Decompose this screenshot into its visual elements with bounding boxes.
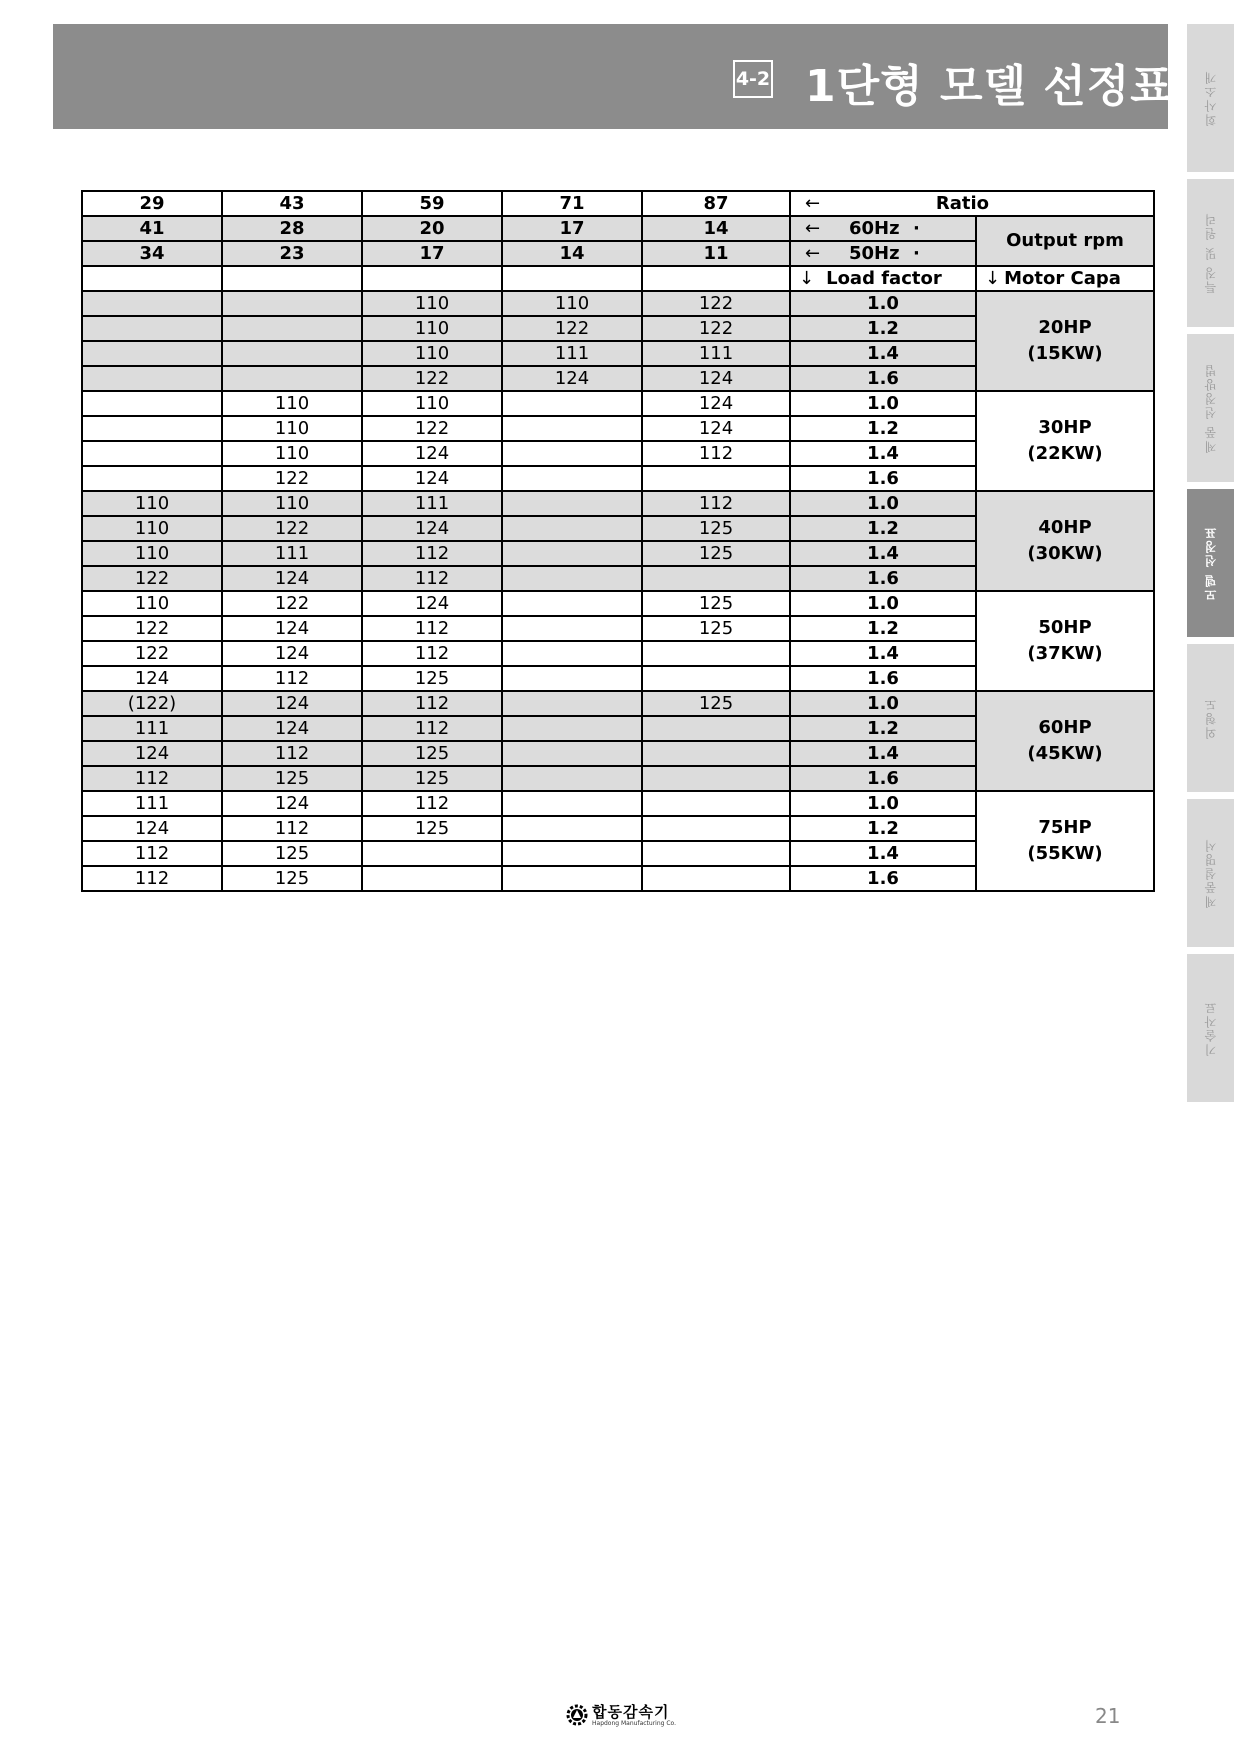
rpm-value: 17 xyxy=(502,216,642,241)
model-cell: 111 xyxy=(222,541,362,566)
model-cell: 112 xyxy=(82,766,222,791)
rpm-value: 41 xyxy=(82,216,222,241)
model-cell xyxy=(82,316,222,341)
model-cell: 125 xyxy=(222,841,362,866)
rpm-value: 17 xyxy=(362,241,502,266)
model-cell xyxy=(642,841,790,866)
model-cell xyxy=(502,591,642,616)
model-cell: 112 xyxy=(82,841,222,866)
model-cell: 124 xyxy=(222,791,362,816)
load-factor-cell: 1.4 xyxy=(790,341,976,366)
model-cell: 110 xyxy=(82,541,222,566)
model-cell: 124 xyxy=(362,591,502,616)
model-cell: 125 xyxy=(642,591,790,616)
load-factor-cell: 1.6 xyxy=(790,366,976,391)
model-cell: 112 xyxy=(362,791,502,816)
load-factor-cell: 1.6 xyxy=(790,566,976,591)
motor-kw: (22KW) xyxy=(1027,443,1103,464)
model-cell xyxy=(642,791,790,816)
model-cell xyxy=(502,716,642,741)
model-cell xyxy=(502,641,642,666)
model-cell: 110 xyxy=(222,441,362,466)
model-cell xyxy=(502,416,642,441)
model-cell: 110 xyxy=(362,341,502,366)
model-cell: 124 xyxy=(222,691,362,716)
model-cell xyxy=(82,441,222,466)
model-cell xyxy=(642,866,790,891)
model-cell: 110 xyxy=(82,591,222,616)
motor-kw: (37KW) xyxy=(1027,643,1103,664)
motor-hp: 75HP xyxy=(1038,817,1092,838)
load-factor-cell: 1.2 xyxy=(790,316,976,341)
side-tab-technical-data[interactable] xyxy=(1187,954,1234,1102)
motor-capa-cell xyxy=(976,591,1154,691)
load-factor-cell: 1.0 xyxy=(790,591,976,616)
ratio-row xyxy=(82,191,1154,216)
load-factor-cell: 1.6 xyxy=(790,666,976,691)
model-cell xyxy=(502,541,642,566)
model-cell: 125 xyxy=(642,691,790,716)
rpm-value: 34 xyxy=(82,241,222,266)
load-factor-cell: 1.2 xyxy=(790,616,976,641)
model-cell: 111 xyxy=(82,791,222,816)
output-rpm-label: Output rpm xyxy=(976,216,1154,266)
model-cell: 110 xyxy=(222,391,362,416)
model-cell xyxy=(222,341,362,366)
empty-cell xyxy=(82,266,222,291)
model-cell: 111 xyxy=(502,341,642,366)
model-cell xyxy=(502,816,642,841)
model-cell xyxy=(222,291,362,316)
motor-kw: (55KW) xyxy=(1027,843,1103,864)
model-cell: 125 xyxy=(362,666,502,691)
model-cell: 112 xyxy=(362,691,502,716)
model-cell: 124 xyxy=(642,366,790,391)
table-row xyxy=(82,491,1154,516)
load-factor-header xyxy=(790,266,976,291)
table-row xyxy=(82,591,1154,616)
model-cell: 110 xyxy=(222,491,362,516)
model-cell xyxy=(502,516,642,541)
model-cell xyxy=(642,741,790,766)
page-title: 1단형 모델 선정표 xyxy=(805,61,1174,112)
model-cell: 124 xyxy=(642,391,790,416)
rpm-value: 14 xyxy=(642,216,790,241)
model-cell: 122 xyxy=(362,416,502,441)
side-tab-model-selection[interactable] xyxy=(1187,489,1234,637)
motor-capa-header xyxy=(976,266,1154,291)
model-cell: 122 xyxy=(642,316,790,341)
model-cell: 111 xyxy=(642,341,790,366)
model-cell xyxy=(362,866,502,891)
load-factor-cell: 1.2 xyxy=(790,816,976,841)
arrow-left-icon: ← xyxy=(805,217,821,239)
load-factor-cell: 1.2 xyxy=(790,516,976,541)
ratio-label: Ratio xyxy=(935,192,989,214)
model-cell: 125 xyxy=(642,516,790,541)
model-cell xyxy=(502,466,642,491)
model-cell xyxy=(502,491,642,516)
model-cell: 112 xyxy=(362,541,502,566)
side-tab-label: 제품 선정방법 xyxy=(1204,363,1218,453)
model-cell: 124 xyxy=(222,616,362,641)
model-cell: 112 xyxy=(82,866,222,891)
model-cell: 124 xyxy=(222,716,362,741)
load-factor-cell: 1.0 xyxy=(790,691,976,716)
model-cell xyxy=(502,741,642,766)
model-cell: 110 xyxy=(222,416,362,441)
model-cell xyxy=(642,466,790,491)
model-cell: 125 xyxy=(362,816,502,841)
model-cell xyxy=(642,766,790,791)
model-cell: 111 xyxy=(82,716,222,741)
model-cell xyxy=(502,791,642,816)
model-cell: 110 xyxy=(362,316,502,341)
rpm-value: 28 xyxy=(222,216,362,241)
model-cell: 124 xyxy=(82,666,222,691)
hz60-label-cell xyxy=(790,216,976,241)
model-cell: 110 xyxy=(82,516,222,541)
model-cell: 124 xyxy=(502,366,642,391)
motor-capa-cell xyxy=(976,391,1154,491)
model-cell: 125 xyxy=(222,766,362,791)
load-factor-cell: 1.2 xyxy=(790,416,976,441)
model-cell: 122 xyxy=(82,566,222,591)
model-cell: 111 xyxy=(362,491,502,516)
side-tab-selection-method[interactable] xyxy=(1187,334,1234,482)
side-tab-manual[interactable] xyxy=(1187,799,1234,947)
column-header-row xyxy=(82,266,1154,291)
model-cell xyxy=(222,316,362,341)
side-tab-features[interactable] xyxy=(1187,179,1234,327)
side-tab-label: 제품설명서 xyxy=(1204,838,1218,908)
ratio-value: 87 xyxy=(642,191,790,216)
ratio-value: 59 xyxy=(362,191,502,216)
load-factor-label: Load factor xyxy=(826,267,942,289)
model-cell: 112 xyxy=(362,566,502,591)
page-header xyxy=(53,24,1174,129)
model-cell xyxy=(502,666,642,691)
model-cell: 122 xyxy=(362,366,502,391)
model-cell: 110 xyxy=(82,491,222,516)
model-cell: 124 xyxy=(82,816,222,841)
model-cell: 122 xyxy=(82,641,222,666)
model-cell: 125 xyxy=(642,616,790,641)
model-cell xyxy=(642,641,790,666)
load-factor-cell: 1.0 xyxy=(790,491,976,516)
side-tab-label: 회사소개 xyxy=(1204,70,1218,126)
model-cell: 124 xyxy=(642,416,790,441)
model-cell: 122 xyxy=(222,466,362,491)
logo-english-text: Hapdong Manufacturing Co. xyxy=(592,1719,677,1727)
table-row xyxy=(82,291,1154,316)
model-cell xyxy=(82,291,222,316)
arrow-left-icon: ← xyxy=(805,242,821,264)
load-factor-cell: 1.6 xyxy=(790,866,976,891)
side-tab-label: 외형도 xyxy=(1204,697,1218,739)
model-cell xyxy=(502,441,642,466)
model-cell: 112 xyxy=(362,641,502,666)
model-cell: 124 xyxy=(362,516,502,541)
model-cell: 110 xyxy=(362,391,502,416)
load-factor-cell: 1.4 xyxy=(790,541,976,566)
model-cell: 125 xyxy=(362,741,502,766)
model-cell: 125 xyxy=(642,541,790,566)
model-cell: 122 xyxy=(222,591,362,616)
model-cell: 125 xyxy=(222,866,362,891)
load-factor-cell: 1.0 xyxy=(790,391,976,416)
model-cell xyxy=(502,566,642,591)
dot-mark: · xyxy=(913,242,920,264)
load-factor-cell: 1.2 xyxy=(790,716,976,741)
empty-cell xyxy=(502,266,642,291)
model-cell: 110 xyxy=(502,291,642,316)
motor-capa-cell xyxy=(976,291,1154,391)
model-cell: 112 xyxy=(642,441,790,466)
side-tab-company[interactable] xyxy=(1187,24,1234,172)
empty-cell xyxy=(642,266,790,291)
model-cell: 124 xyxy=(362,466,502,491)
arrow-down-icon: ↓ xyxy=(799,267,815,289)
rpm-60hz-row xyxy=(82,216,1154,241)
motor-hp: 20HP xyxy=(1038,317,1092,338)
ratio-label-cell xyxy=(790,191,1154,216)
arrow-left-icon: ← xyxy=(805,192,821,214)
model-cell xyxy=(502,841,642,866)
logo-korean-text: 합동감속기 xyxy=(592,1702,670,1721)
model-cell: 112 xyxy=(222,816,362,841)
side-tab-dimensions[interactable] xyxy=(1187,644,1234,792)
hz50-label: 50Hz xyxy=(849,242,900,264)
model-cell: 112 xyxy=(362,716,502,741)
model-cell: 124 xyxy=(82,741,222,766)
model-cell: 125 xyxy=(362,766,502,791)
hz50-label-cell xyxy=(790,241,976,266)
model-cell xyxy=(642,816,790,841)
model-cell: 112 xyxy=(642,491,790,516)
motor-kw: (15KW) xyxy=(1027,343,1103,364)
model-cell xyxy=(82,391,222,416)
model-cell: 124 xyxy=(222,641,362,666)
rpm-value: 20 xyxy=(362,216,502,241)
dot-mark: · xyxy=(913,217,920,239)
model-cell: 112 xyxy=(362,616,502,641)
load-factor-cell: 1.4 xyxy=(790,441,976,466)
load-factor-cell: 1.4 xyxy=(790,841,976,866)
side-tab-label: 모델 선정표 xyxy=(1204,524,1218,602)
model-cell: 110 xyxy=(362,291,502,316)
model-cell: 124 xyxy=(222,566,362,591)
side-tab-label: 기술자료 xyxy=(1204,1000,1218,1056)
model-cell xyxy=(82,341,222,366)
empty-cell xyxy=(222,266,362,291)
empty-cell xyxy=(362,266,502,291)
model-cell: 124 xyxy=(362,441,502,466)
side-tab-label: 특징 및 원리 xyxy=(1204,212,1218,294)
ratio-value: 43 xyxy=(222,191,362,216)
section-number-badge: 4-2 xyxy=(733,60,773,98)
model-cell xyxy=(502,616,642,641)
model-cell xyxy=(642,716,790,741)
model-cell xyxy=(222,366,362,391)
load-factor-cell: 1.0 xyxy=(790,291,976,316)
gear-logo-icon xyxy=(565,1703,589,1727)
rpm-value: 23 xyxy=(222,241,362,266)
load-factor-cell: 1.6 xyxy=(790,766,976,791)
model-cell xyxy=(502,766,642,791)
model-cell: 122 xyxy=(642,291,790,316)
model-cell: 112 xyxy=(222,741,362,766)
motor-hp: 50HP xyxy=(1038,617,1092,638)
model-cell xyxy=(502,391,642,416)
motor-capa-cell xyxy=(976,491,1154,591)
model-cell: 122 xyxy=(502,316,642,341)
rpm-value: 11 xyxy=(642,241,790,266)
model-cell xyxy=(82,366,222,391)
model-cell xyxy=(502,691,642,716)
model-cell xyxy=(502,866,642,891)
motor-capa-cell xyxy=(976,791,1154,891)
model-cell: 112 xyxy=(222,666,362,691)
model-cell: 122 xyxy=(222,516,362,541)
load-factor-cell: 1.4 xyxy=(790,741,976,766)
table-row xyxy=(82,691,1154,716)
motor-hp: 30HP xyxy=(1038,417,1092,438)
rpm-value: 14 xyxy=(502,241,642,266)
ratio-value: 71 xyxy=(502,191,642,216)
model-cell xyxy=(82,416,222,441)
load-factor-cell: 1.4 xyxy=(790,641,976,666)
model-cell xyxy=(362,841,502,866)
model-cell: 122 xyxy=(82,616,222,641)
load-factor-cell: 1.6 xyxy=(790,466,976,491)
model-cell: (122) xyxy=(82,691,222,716)
motor-hp: 60HP xyxy=(1038,717,1092,738)
load-factor-cell: 1.0 xyxy=(790,791,976,816)
table-row xyxy=(82,791,1154,816)
company-logo xyxy=(565,1703,676,1727)
model-selection-table xyxy=(81,190,1155,892)
page-number: 21 xyxy=(1095,1704,1121,1728)
hz60-label: 60Hz xyxy=(849,217,900,239)
motor-capa-label: Motor Capa xyxy=(1004,267,1121,289)
motor-kw: (45KW) xyxy=(1027,743,1103,764)
model-cell xyxy=(642,666,790,691)
motor-capa-cell xyxy=(976,691,1154,791)
motor-hp: 40HP xyxy=(1038,517,1092,538)
motor-kw: (30KW) xyxy=(1027,543,1103,564)
arrow-down-icon: ↓ xyxy=(985,267,1001,289)
table-row xyxy=(82,391,1154,416)
model-cell xyxy=(82,466,222,491)
model-cell xyxy=(642,566,790,591)
ratio-value: 29 xyxy=(82,191,222,216)
